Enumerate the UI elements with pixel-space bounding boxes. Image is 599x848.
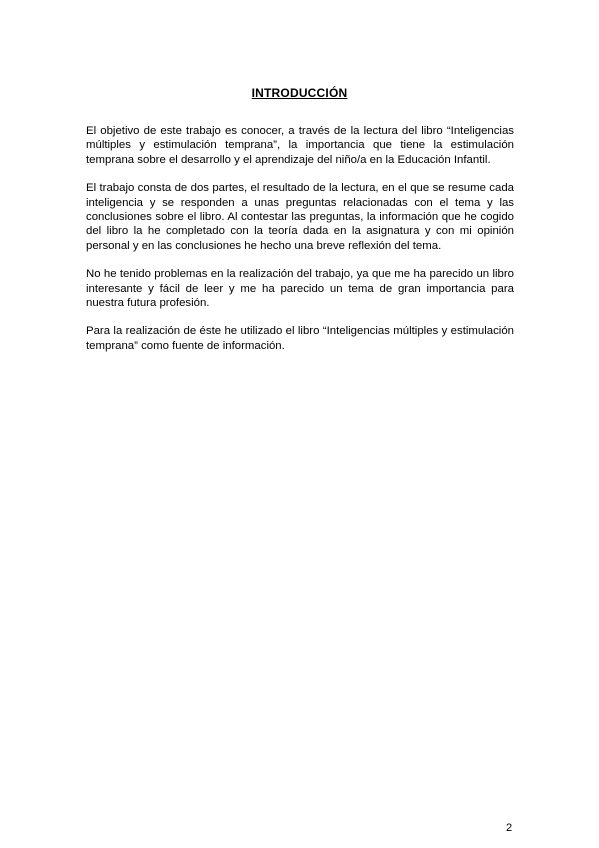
page-number: 2 — [506, 822, 513, 834]
body-text — [86, 124, 514, 367]
paragraph-difficulties: No he tenido problemas en la realización del trabajo, ya que me ha parecido un libro interesante y fácil de leer y me ha parecido un tema de gran importancia para nuestra futura profesión. — [86, 268, 514, 310]
paragraph-sources: Para la realización de éste he utilizado el libro “Inteligencias múltiples y estimulación temprana” como fuente de información. — [86, 325, 514, 352]
section-title: INTRODUCCIÓN — [251, 86, 348, 100]
paragraph-structure: El trabajo consta de dos partes, el resultado de la lectura, en el que se resume cada inteligencia y se responden a unas preguntas relacionadas con el tema y las conclusiones sobre el libro. Al contestar las preguntas, la información que he cogido del libro la he completado con la teoría dada en la asignatura y con mi opinión personal y en las conclusiones he hecho una breve reflexión del tema. — [86, 182, 514, 252]
paragraph-objective: El objetivo de este trabajo es conocer, a través de la lectura del libro “Inteligencias múltiples y estimulación temprana”, la importancia que tiene la estimulación temprana sobre el desarrollo y el aprendizaje del niño/a en la Educación Infantil. — [86, 125, 514, 166]
